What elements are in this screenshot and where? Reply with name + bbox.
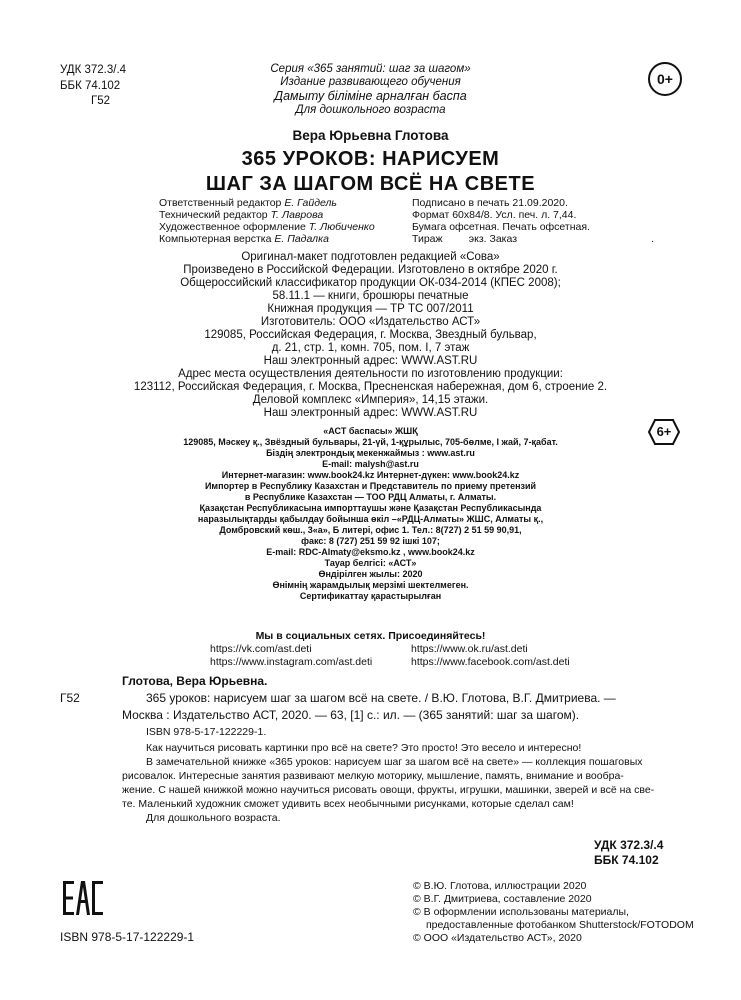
eac-logo-icon (60, 875, 106, 921)
credit-line (159, 221, 375, 233)
credit-role: Компьютерная верстка (159, 233, 272, 245)
kz-age-text: 6+ (656, 424, 672, 439)
production-line: Изготовитель: ООО «Издательство АСТ» (260, 316, 481, 328)
age-rating-badge (648, 62, 682, 96)
kz-line: Домбровский көш., 3«а», Б литері, офис 1. Тел.: 8(727) 2 51 59 90,91, (219, 525, 522, 535)
kz-line: «АСТ баспасы» ЖШҚ (323, 426, 418, 436)
credit-name: Е. Гайдель (284, 197, 337, 209)
kz-line: Импортер в Республику Казахстан и Представитель по приему претензий (204, 481, 537, 491)
annotation-line: те. Маленький художник сможет удивить всех необычными рисунками, которые сделал сам! (122, 798, 574, 810)
author-mark: Г52 (91, 95, 111, 107)
credit-role: Ответственный редактор (159, 197, 282, 209)
social-link-instagram[interactable]: https://www.instagram.com/ast.deti (210, 656, 373, 668)
credit-name: Е. Падалка (274, 233, 329, 245)
social-link-vk[interactable]: https://vk.com/ast.deti (210, 643, 312, 655)
kz-line: Қазақстан Республикасына импорттаушы және Қазақстан Республикасында (199, 503, 542, 513)
credit-line (159, 233, 329, 245)
print-info-line: Тираж экз. Заказ (412, 233, 518, 245)
credit-name: Т. Любиченко (308, 221, 375, 233)
production-line: Наш электронный адрес: WWW.AST.RU (263, 355, 478, 367)
credit-role: Технический редактор (159, 209, 268, 221)
annotation-line: Как научиться рисовать картинки про всё на свете? Это просто! Это весело и интересно! (146, 742, 582, 754)
production-line: 123112, Российская Федерация, г. Москва, Пресненская набережная, дом 6, строение 2. (133, 381, 608, 393)
copyright-line: © В.Ю. Глотова, иллюстрации 2020 (413, 880, 587, 892)
series-age: Для дошкольного возраста (295, 104, 446, 116)
social-link-facebook[interactable]: https://www.facebook.com/ast.deti (411, 656, 570, 668)
production-line: 129085, Российская Федерация, г. Москва, Звездный бульвар, (204, 329, 537, 341)
annotation-line: жение. С нашей книжкой можно научиться рисовать овощи, фрукты, игрушки, машинки, зверей и всё на све- (122, 784, 655, 796)
dot-mark: . (651, 233, 654, 245)
udk-code: УДК 372.3/.4 (60, 64, 127, 76)
print-info-line: Подписано в печать 21.09.2020. (412, 197, 568, 209)
copyright-line: © В.Г. Дмитриева, составление 2020 (413, 893, 592, 905)
kz-line: Интернет-магазин: www.book24.kz Интернет-дүкен: www.book24.kz (221, 470, 520, 480)
catalog-heading: Глотова, Вера Юрьевна. (122, 674, 268, 688)
annotation-line: Для дошкольного возраста. (146, 812, 281, 824)
print-info-line: Бумага офсетная. Печать офсетная. (412, 221, 590, 233)
author-name: Вера Юрьевна Глотова (292, 128, 449, 143)
book-title-line1: 365 УРОКОВ: НАРИСУЕМ (241, 148, 500, 170)
bottom-udk: УДК 372.3/.4 (594, 838, 664, 852)
kz-line: Біздің электрондық мекенжаймыз : www.ast.ru (266, 448, 475, 458)
print-info-line: Формат 60х84/8. Усл. печ. л. 7,44. (412, 209, 577, 221)
series-kazakh: Дамыту біліміне арналған баспа (274, 89, 467, 103)
production-line: Адрес места осуществления деятельности по изготовлению продукции: (178, 368, 563, 380)
kz-line: Өндірілген жылы: 2020 (318, 569, 423, 579)
production-line: Оригинал-макет подготовлен редакцией «Сова» (241, 251, 500, 263)
production-line: Наш электронный адрес: WWW.AST.RU (263, 407, 478, 419)
social-heading: Мы в социальных сетях. Присоединяйтесь! (255, 630, 486, 642)
social-link-ok[interactable]: https://www.ok.ru/ast.deti (411, 643, 528, 655)
credit-role: Художественное оформление (159, 221, 306, 233)
bottom-bbk: ББК 74.102 (594, 853, 659, 867)
production-line: Произведено в Российской Федерации. Изготовлено в октябре 2020 г. (183, 264, 558, 276)
series-title: Серия «365 занятий: шаг за шагом» (270, 63, 471, 75)
catalog-isbn: ISBN 978-5-17-122229-1. (146, 726, 267, 738)
isbn-bottom: ISBN 978-5-17-122229-1 (60, 930, 195, 944)
annotation-line: рисовалок. Интересные занятия развивают мелкую моторику, мышление, память, внимание и вообра- (122, 770, 624, 782)
copyright-line: © В оформлении использованы материалы, (413, 906, 629, 918)
kz-line: факс: 8 (727) 251 59 92 ішкі 107; (301, 536, 440, 546)
kz-line: Өнімнің жарамдылық мерзімі шектелмеген. (272, 580, 469, 590)
catalog-code: Г52 (60, 691, 80, 705)
catalog-entry-line: Москва : Издательство АСТ, 2020. — 63, [1] с.: ил. — (365 занятий: шаг за шагом). (122, 708, 580, 722)
kz-line: наразылықтарды қабылдау бойынша өкіл –«РДЦ-Алматы» ЖШС, Алматы қ., (197, 514, 544, 524)
copyright-line: © ООО «Издательство АСТ», 2020 (413, 932, 582, 944)
book-title-line2: ШАГ ЗА ШАГОМ ВСЁ НА СВЕТЕ (205, 173, 536, 195)
catalog-entry-line: 365 уроков: нарисуем шаг за шагом всё на свете. / В.Ю. Глотова, В.Г. Дмитриева. — (146, 691, 616, 705)
credit-line (159, 209, 323, 221)
kz-line: Сертификаттау қарастырылған (299, 591, 442, 601)
kz-line: E-mail: malysh@ast.ru (322, 459, 419, 469)
production-line: Книжная продукция — ТР ТС 007/2011 (267, 303, 474, 315)
bbk-code: ББК 74.102 (60, 80, 121, 92)
production-line: Деловой комплекс «Империя», 14,15 этажи. (252, 394, 489, 406)
credit-name: Т. Лаврова (270, 209, 324, 221)
kz-line: Тауар белгісі: «АСТ» (324, 558, 417, 568)
production-line: 58.11.1 — книги, брошюры печатные (272, 290, 469, 302)
age-rating-text: 0+ (657, 71, 673, 87)
kz-line: в Республике Казахстан — ТОО РДЦ Алматы, г. Алматы. (244, 492, 497, 502)
series-subtitle: Издание развивающего обучения (280, 76, 461, 88)
eac-mark (60, 875, 106, 921)
production-line: Общероссийский классификатор продукции ОК-034-2014 (КПЕС 2008); (180, 277, 561, 289)
kz-line: 129085, Мәскеу қ., Звёздный бульвары, 21-үй, 1-құрылыс, 705-бөлме, I жай, 7-қабат. (183, 437, 558, 447)
annotation-line: В замечательной книжке «365 уроков: нарисуем шаг за шагом всё на свете» — коллекция пошаговых (146, 756, 643, 768)
kz-line: E-mail: RDC-Almaty@eksmo.kz , www.book24.kz (266, 547, 475, 557)
kz-age-badge (647, 418, 681, 446)
production-line: д. 21, стр. 1, комн. 705, пом. I, 7 этаж (271, 342, 470, 354)
copyright-line: предоставленные фотобанком Shutterstock/FOTODOM (426, 919, 694, 931)
credit-line (159, 197, 337, 209)
